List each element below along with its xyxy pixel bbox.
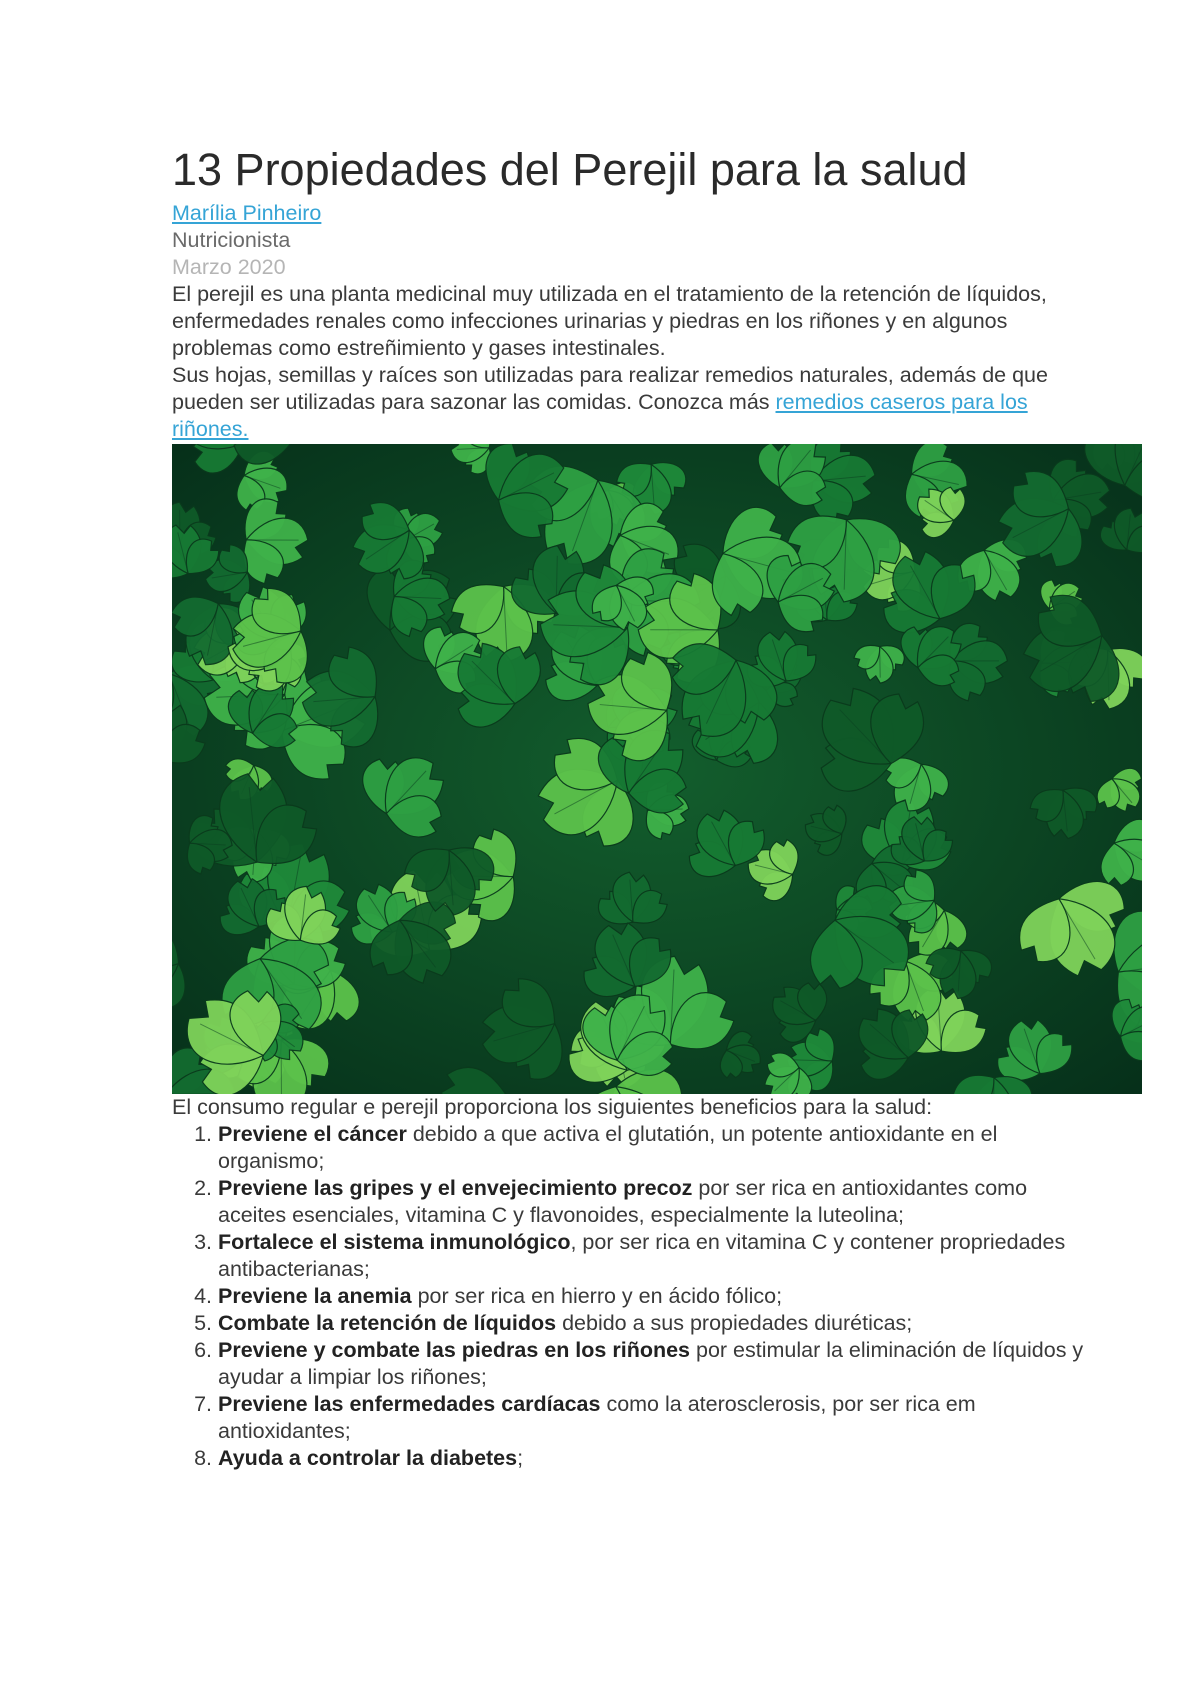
intro-paragraph-2 xyxy=(172,362,1052,443)
benefit-item xyxy=(218,1337,1098,1391)
article-meta xyxy=(172,200,1152,281)
benefit-title: Ayuda a controlar la diabetes xyxy=(218,1446,518,1470)
benefit-title: Previene y combate las piedras en los riñones xyxy=(218,1338,691,1362)
document-page xyxy=(172,140,1152,1472)
benefit-text: debido a que activa el glutatión, un potente antioxidante en el organismo; xyxy=(218,1122,998,1173)
benefit-item xyxy=(218,1391,1098,1445)
benefit-text: por estimular la eliminación de líquidos y ayudar a limpiar los riñones; xyxy=(218,1338,1084,1389)
benefit-text: ; xyxy=(517,1446,524,1470)
benefit-title: Previene la anemia xyxy=(218,1284,412,1308)
author-role: Nutricionista xyxy=(172,228,291,252)
benefit-item xyxy=(218,1310,1098,1337)
parsley-photo xyxy=(172,444,1142,1094)
benefit-title: Fortalece el sistema inmunológico xyxy=(218,1230,571,1254)
benefit-text: , por ser rica en vitamina C y contener propriedades antibacterianas; xyxy=(218,1230,1066,1281)
benefit-title: Previene el cáncer xyxy=(218,1122,407,1146)
intro-paragraph: El perejil es una planta medicinal muy utilizada en el tratamiento de la retención de líquidos, enfermedades renales como infecciones urinarias y piedras en los riñones y en algunos problemas como estreñimiento y gases intestinales. xyxy=(172,282,1047,360)
benefit-title: Previene las gripes y el envejecimiento precoz xyxy=(218,1176,693,1200)
benefit-item xyxy=(218,1283,1098,1310)
benefit-item xyxy=(218,1445,1098,1472)
parsley-leaves-image xyxy=(172,444,1142,1094)
benefit-text: debido a sus propiedades diuréticas; xyxy=(556,1311,913,1335)
kidney-remedies-link[interactable]: remedios caseros para los riñones. xyxy=(172,390,1028,441)
benefit-text: por ser rica en antioxidantes como aceites esenciales, vitamina C y flavonoides, especialmente la luteolina; xyxy=(218,1176,1028,1227)
benefit-title: Combate la retención de líquidos xyxy=(218,1311,557,1335)
benefits-list xyxy=(172,1121,1098,1472)
benefit-title: Previene las enfermedades cardíacas xyxy=(218,1392,601,1416)
benefit-item xyxy=(218,1121,1098,1175)
list-intro: El consumo regular e perejil proporciona los siguientes beneficios para la salud: xyxy=(172,1095,933,1119)
benefit-text: como la aterosclerosis, por ser rica em antioxidantes; xyxy=(218,1392,976,1443)
author-link[interactable]: Marília Pinheiro xyxy=(172,201,322,225)
benefit-item xyxy=(218,1175,1098,1229)
benefit-text: por ser rica en hierro y en ácido fólico; xyxy=(411,1284,783,1308)
intro-text: Sus hojas, semillas y raíces son utilizadas para realizar remedios naturales, además de que pueden ser utilizadas para sazonar las comidas. Conozca más xyxy=(172,363,1048,414)
publish-date: Marzo 2020 xyxy=(172,255,286,279)
article-title: 13 Propiedades del Perejil para la salud xyxy=(172,144,968,195)
benefit-item xyxy=(218,1229,1098,1283)
